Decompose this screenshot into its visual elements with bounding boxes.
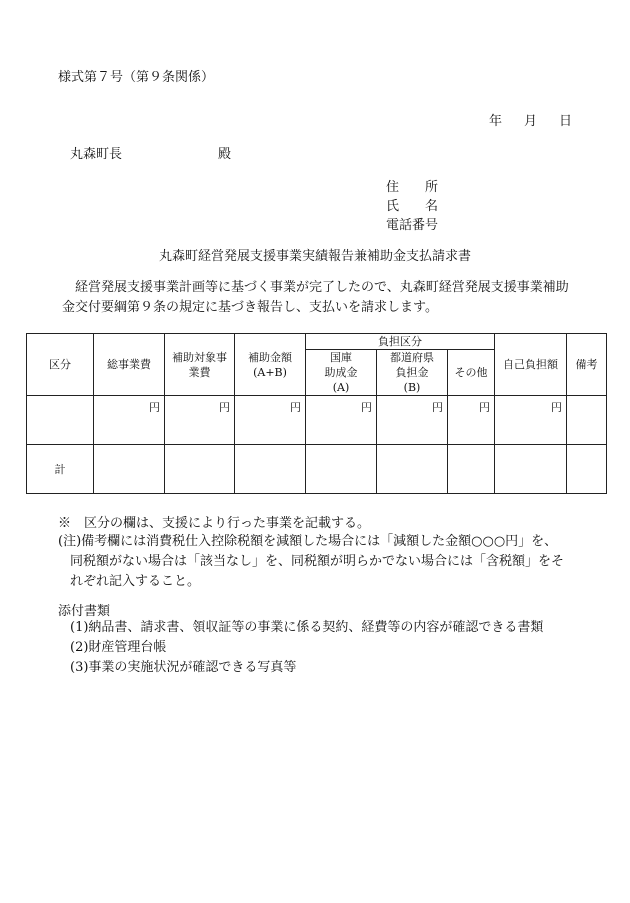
list-item: (2)財産管理台帳 [70, 640, 167, 655]
address-label: 住 所 [386, 180, 439, 195]
cell-total-cost[interactable]: 円 [94, 396, 165, 445]
total-eligible-cost[interactable] [165, 445, 235, 494]
total-row [27, 445, 607, 494]
note-tax-line2: 同税額がない場合は「該当なし」を、同税額が明らかでない場合には「含税額」をそ [70, 554, 565, 569]
header-remarks: 備考 [567, 334, 607, 396]
header-self-burden: 自己負担額 [495, 334, 567, 396]
name-label: 氏 名 [386, 199, 439, 214]
addressee-name: 丸森町長 [70, 147, 123, 162]
list-item: (1)納品書、請求書、領収証等の事業に係る契約、経費等の内容が確認できる書類 [70, 620, 544, 635]
date-month: 月 [523, 114, 537, 129]
note-tax-line1: (注)備考欄には消費税仕入控除税額を減額した場合には「減額した金額○○○円」を、 [58, 534, 558, 549]
note-tax-line3: れぞれ記入すること。 [70, 574, 201, 589]
cell-eligible-cost[interactable]: 円 [165, 396, 235, 445]
total-remarks[interactable] [567, 445, 607, 494]
total-total-cost[interactable] [94, 445, 165, 494]
total-label: 計 [27, 445, 94, 494]
cell-national[interactable]: 円 [306, 396, 377, 445]
total-self-burden[interactable] [495, 445, 567, 494]
date-year: 年 [488, 114, 502, 129]
total-national[interactable] [306, 445, 377, 494]
applicant-fields [386, 178, 438, 235]
cell-category[interactable] [27, 396, 94, 445]
header-eligible-cost: 補助対象事業費 [165, 334, 235, 396]
list-item: (3)事業の実施状況が確認できる写真等 [70, 660, 297, 675]
date-day: 日 [558, 114, 572, 129]
addressee-honorific: 殿 [218, 147, 232, 162]
total-subsidy-amount[interactable] [235, 445, 306, 494]
attachments-heading: 添付書類 [58, 604, 111, 619]
attachments-list [70, 618, 543, 678]
header-burden-group: 負担区分 [306, 334, 495, 350]
note-tax [58, 532, 578, 592]
table-row [27, 396, 607, 445]
header-other: その他 [448, 350, 495, 396]
addressee [70, 143, 231, 162]
document-title: 丸森町経営発展支援事業実績報告兼補助金支払請求書 [158, 249, 471, 264]
note-main: ※ 区分の欄は、支援により行った事業を記載する。 [58, 516, 371, 531]
phone-label: 電話番号 [386, 218, 439, 233]
header-subsidy-amount: 補助金額 (A+B) [235, 334, 306, 396]
total-prefecture[interactable] [377, 445, 448, 494]
header-category: 区分 [27, 334, 94, 396]
cell-self-burden[interactable]: 円 [495, 396, 567, 445]
cell-remarks[interactable] [567, 396, 607, 445]
header-total-cost: 総事業費 [94, 334, 165, 396]
header-national: 国庫 助成金 (A) [306, 350, 377, 396]
form-number: 様式第７号（第９条関係） [58, 70, 215, 85]
cell-subsidy-amount[interactable]: 円 [235, 396, 306, 445]
subsidy-formula: (A+B) [253, 365, 287, 379]
cell-other[interactable]: 円 [448, 396, 495, 445]
report-table [26, 333, 607, 494]
total-other[interactable] [448, 445, 495, 494]
body-text: 経営発展支援事業計画等に基づく事業が完了したので、丸森町経営発展支援事業補助金交付要綱第９条の規定に基づき報告し、支払いを請求します。 [62, 280, 569, 315]
header-prefecture: 都道府県 負担金 (B) [377, 350, 448, 396]
date-line [489, 110, 572, 129]
cell-prefecture[interactable]: 円 [377, 396, 448, 445]
